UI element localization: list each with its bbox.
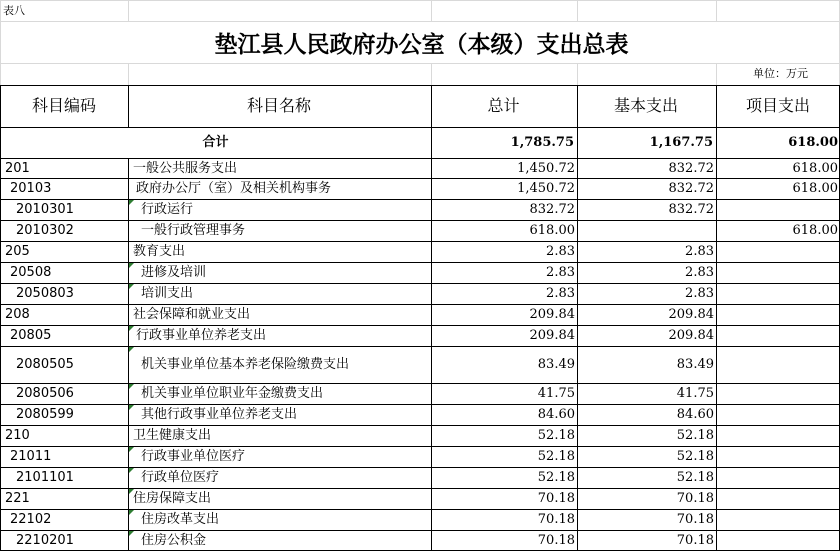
grid-vline [0, 85, 1, 550]
row-project [717, 446, 840, 467]
row-project [717, 199, 840, 220]
row-code: 2080505 [16, 357, 74, 372]
row-project [717, 488, 840, 509]
total-project: 618.00 [788, 135, 838, 150]
row-project [717, 346, 840, 383]
row-project [717, 404, 840, 425]
row-code: 2050803 [16, 286, 74, 301]
row-name: 行政运行 [141, 202, 194, 217]
grid-hline [0, 304, 840, 305]
row-project [717, 325, 840, 346]
header-project: 项目支出 [745, 96, 810, 115]
row-total: 52.18 [537, 428, 575, 443]
row-basic: 832.72 [668, 161, 714, 176]
row-name: 机关事业单位职业年金缴费支出 [141, 386, 324, 401]
row-name: 住房保障支出 [133, 491, 212, 506]
total-label: 合计 [202, 135, 229, 150]
grid-vline [716, 0, 717, 21]
row-basic: 84.60 [676, 407, 714, 422]
row-project [717, 467, 840, 488]
row-basic: 209.84 [668, 307, 714, 322]
row-basic: 52.18 [676, 449, 714, 464]
grid-vline [0, 0, 1, 85]
row-total: 52.18 [537, 449, 575, 464]
cell-note-marker [129, 326, 134, 331]
row-total: 41.75 [537, 386, 575, 401]
cell-note-marker [129, 384, 134, 389]
grid-vline [431, 0, 432, 21]
grid-hline [0, 325, 840, 326]
grid-hline [0, 241, 840, 242]
grid-hline [0, 63, 840, 64]
row-total: 2.83 [546, 244, 575, 259]
grid-hline [0, 383, 840, 384]
row-project: 618.00 [792, 223, 838, 238]
header-basic: 基本支出 [613, 96, 678, 115]
row-total: 1,450.72 [517, 161, 575, 176]
row-name: 住房改革支出 [141, 512, 220, 527]
cell-note-marker [129, 447, 134, 452]
total-sum: 1,785.75 [510, 135, 574, 150]
row-code: 2210201 [16, 533, 74, 548]
row-code: 210 [5, 428, 30, 443]
grid-hline [0, 509, 840, 510]
row-project: 618.00 [792, 181, 838, 196]
row-code: 2080599 [16, 407, 74, 422]
row-name: 进修及培训 [141, 265, 207, 280]
grid-hline [0, 346, 840, 347]
row-basic: 52.18 [676, 428, 714, 443]
sheet-tag: 表八 [3, 5, 25, 17]
grid-hline [0, 85, 840, 86]
row-code: 22102 [10, 512, 52, 527]
row-code: 20508 [10, 265, 52, 280]
row-code: 20103 [10, 181, 52, 196]
header-name: 科目名称 [246, 96, 311, 115]
row-code: 21011 [10, 449, 52, 464]
grid-hline [0, 158, 840, 159]
row-total: 1,450.72 [517, 181, 575, 196]
cell-note-marker [129, 347, 134, 352]
grid-vline [128, 85, 129, 127]
grid-vline [577, 0, 578, 21]
row-total: 2.83 [546, 286, 575, 301]
grid-vline [128, 0, 129, 21]
row-project: 618.00 [792, 161, 838, 176]
row-name: 一般公共服务支出 [133, 161, 238, 176]
row-basic: 83.49 [676, 357, 714, 372]
grid-vline [431, 85, 432, 550]
grid-hline [0, 404, 840, 405]
row-name: 一般行政管理事务 [141, 223, 246, 238]
grid-hline [0, 467, 840, 468]
row-basic: 2.83 [685, 286, 714, 301]
row-basic: 70.18 [676, 491, 714, 506]
cell-note-marker [129, 200, 134, 205]
grid-vline [577, 85, 578, 550]
row-total: 83.49 [537, 357, 575, 372]
total-basic: 1,167.75 [649, 135, 713, 150]
row-basic: 2.83 [685, 265, 714, 280]
page-title: 垫江县人民政府办公室（本级）支出总表 [214, 32, 629, 58]
row-code: 2010302 [16, 223, 74, 238]
grid-hline [0, 446, 840, 447]
row-total: 70.18 [537, 512, 575, 527]
row-project [717, 241, 840, 262]
row-project [717, 425, 840, 446]
row-total: 2.83 [546, 265, 575, 280]
cell-note-marker [129, 531, 134, 536]
row-name: 教育支出 [133, 244, 186, 259]
cell-note-marker [129, 263, 134, 268]
grid-hline [0, 0, 840, 1]
cell-note-marker [129, 489, 134, 494]
grid-vline [128, 63, 129, 85]
row-name: 培训支出 [141, 286, 194, 301]
row-name: 社会保障和就业支出 [133, 307, 251, 322]
grid-hline [0, 127, 840, 128]
row-code: 20805 [10, 328, 52, 343]
grid-vline [716, 63, 717, 85]
grid-vline [128, 158, 129, 550]
row-total: 832.72 [529, 202, 575, 217]
cell-note-marker [129, 510, 134, 515]
grid-vline [716, 85, 717, 550]
header-total: 总计 [487, 96, 520, 115]
header-code: 科目编码 [31, 96, 96, 115]
row-code: 205 [5, 244, 30, 259]
cell-note-marker [129, 468, 134, 473]
row-basic: 52.18 [676, 470, 714, 485]
grid-vline [577, 63, 578, 85]
grid-vline [431, 63, 432, 85]
grid-hline [0, 220, 840, 221]
row-code: 201 [5, 161, 30, 176]
row-basic: 2.83 [685, 244, 714, 259]
row-project [717, 383, 840, 404]
grid-hline [0, 199, 840, 200]
row-total: 84.60 [537, 407, 575, 422]
row-name: 行政单位医疗 [141, 470, 220, 485]
row-basic [578, 220, 716, 241]
cell-note-marker [129, 405, 134, 410]
grid-hline [0, 425, 840, 426]
unit-label: 单位：万元 [753, 68, 808, 80]
row-name: 其他行政事业单位养老支出 [141, 407, 298, 422]
row-code: 2010301 [16, 202, 74, 217]
row-basic: 70.18 [676, 512, 714, 527]
row-name: 行政事业单位养老支出 [136, 328, 267, 343]
row-code: 208 [5, 307, 30, 322]
row-total: 618.00 [529, 223, 575, 238]
row-name: 政府办公厅（室）及相关机构事务 [136, 181, 332, 196]
grid-hline [0, 283, 840, 284]
row-basic: 70.18 [676, 533, 714, 548]
row-total: 209.84 [529, 307, 575, 322]
row-total: 70.18 [537, 533, 575, 548]
cell-note-marker [129, 284, 134, 289]
row-basic: 832.72 [668, 181, 714, 196]
row-project [717, 304, 840, 325]
row-basic: 209.84 [668, 328, 714, 343]
grid-hline [0, 530, 840, 531]
row-name: 机关事业单位基本养老保险缴费支出 [141, 357, 350, 372]
row-total: 52.18 [537, 470, 575, 485]
row-name: 卫生健康支出 [133, 428, 212, 443]
grid-hline [0, 262, 840, 263]
grid-hline [0, 21, 840, 22]
row-project [717, 262, 840, 283]
row-total: 70.18 [537, 491, 575, 506]
row-basic: 832.72 [668, 202, 714, 217]
row-project [717, 530, 840, 550]
row-name: 住房公积金 [141, 533, 207, 548]
row-project [717, 283, 840, 304]
grid-hline [0, 178, 840, 179]
row-project [717, 509, 840, 530]
row-total: 209.84 [529, 328, 575, 343]
row-code: 221 [5, 491, 30, 506]
row-code: 2101101 [16, 470, 74, 485]
row-basic: 41.75 [676, 386, 714, 401]
grid-hline [0, 488, 840, 489]
row-name: 行政事业单位医疗 [141, 449, 246, 464]
row-code: 2080506 [16, 386, 74, 401]
